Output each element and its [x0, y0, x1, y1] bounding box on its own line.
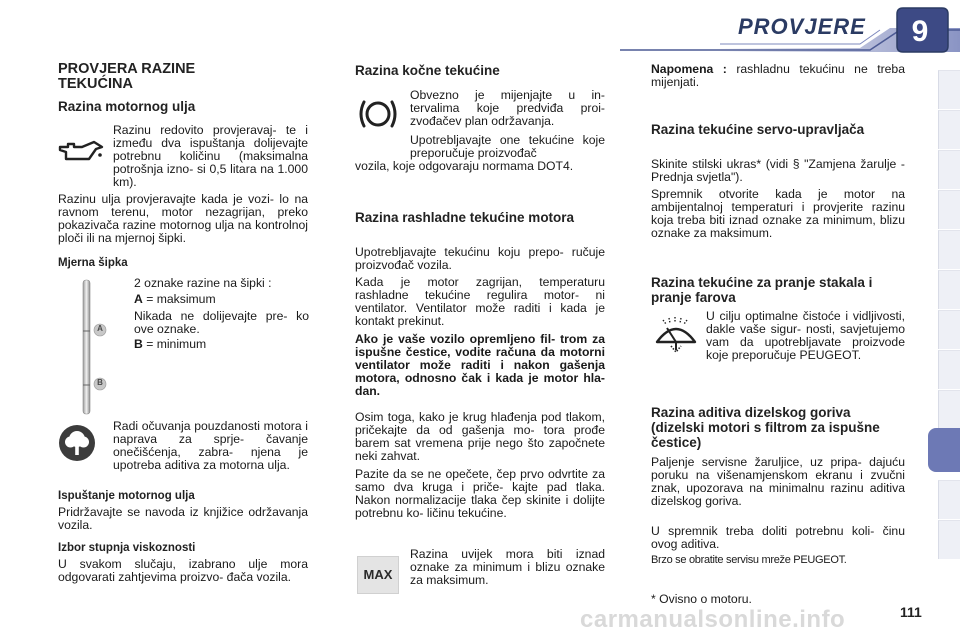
max-icon-label: MAX — [363, 567, 393, 582]
coolant-text-3: Osim toga, kako je krug hlađenja pod tlakom, pričekajte da od gašenja mo- tora prođe barem sat vremena prije nego što započnete neki zahvat. — [355, 410, 605, 463]
brake-text-1: Obvezno je mijenjajte u in- tervalima koje predviđa proi- zvođačev plan održavanja. — [410, 88, 605, 128]
note-text — [651, 63, 905, 89]
page-number: 111 — [900, 604, 922, 620]
side-tab — [938, 150, 960, 189]
washer-text: U cilju optimalne čistoće i vidljivosti, dakle vaše sigur- nosti, savjetujemo vam da upotrebljavate proizvode koje preporučuje PEUGEOT. — [706, 309, 905, 362]
dipstick-heading: Mjerna šipka — [58, 257, 128, 269]
eco-text: Radi očuvanja pouzdanosti motora i naprava za sprje- čavanje onečišćenja, zabra- njena je upotreba aditiva za motorna ulja. — [113, 419, 308, 472]
dipstick-label-a: A — [97, 324, 103, 333]
oil-heading: Razina motornog ulja — [58, 99, 196, 114]
mark-b-text: = minimum — [142, 337, 207, 351]
coolant-text-1: Upotrebljavajte tekućinu koju prepo- ručuje proizvođač vozila. — [355, 245, 605, 272]
chapter-number: 9 — [911, 15, 929, 48]
dipstick-label-b: B — [97, 378, 103, 387]
viscosity-heading: Izbor stupnja viskoznosti — [58, 542, 196, 554]
footnote: * Ovisno o motoru. — [651, 592, 752, 606]
mark-b-letter: B — [134, 337, 143, 351]
side-tab — [938, 520, 960, 559]
note-label: Napomena : — [651, 62, 727, 76]
max-text: Razina uvijek mora biti iznad oznake za minimum i blizu oznake za maksimum. — [410, 547, 605, 587]
viscosity-text: U svakom slučaju, izabrano ulje mora odgovarati zahtjevima proizvo- đača vozila. — [58, 557, 308, 584]
mark-a-text: = maksimum — [142, 292, 216, 306]
coolant-heading: Razina rashladne tekućine motora — [355, 210, 575, 225]
steering-heading: Razina tekućine servo-upravljača — [651, 122, 865, 137]
brake-heading: Razina kočne tekućine — [355, 63, 500, 78]
diesel-heading: Razina aditiva dizelskog goriva (dizelski motori s filtrom za ispušne čestice) — [651, 405, 880, 450]
watermark: carmanualsonline.info — [580, 606, 846, 633]
brake-text-2: Upotrebljavajte one tekućine koje preporučuje proizvođač — [410, 133, 605, 160]
dipstick-intro: 2 oznake razine na šipki : — [134, 276, 272, 290]
dipstick-image — [78, 278, 118, 416]
brake-text-3: vozila, koje odgovaraju normama DOT4. — [355, 159, 574, 173]
side-tab — [938, 270, 960, 309]
brake-warning-icon — [357, 96, 399, 132]
steering-text-2: Spremnik otvorite kada je motor na ambijentalnoj temperaturi i provjerite razinu koja treba biti iznad oznake za minimum, blizu oznake za maksimum. — [651, 187, 905, 240]
side-tab-active — [928, 428, 960, 472]
max-icon — [357, 556, 399, 594]
diesel-small-note: Brzo se obratite servisu mreže PEUGEOT. — [651, 554, 847, 566]
coolant-text-4: Pazite da se ne opečete, čep prvo odvrtite za samo dva kruga i priče- kajte pad tlaka. Nakon normalizacije tlaka čep skinite i dolijte potrebnu ko- ličinu tekućine. — [355, 467, 605, 520]
oil-icon-text: Razinu redovito provjeravaj- te i između dva ispuštanja dolijevajte potrebnu količinu (maksimalna potrošnja izno- si 0,5 litara na 1.000 km). — [113, 123, 308, 189]
mark-a-note: Nikada ne dolijevajte pre- ko ove oznake. — [134, 309, 309, 336]
diesel-text-2: U spremnik treba doliti potrebnu koli- činu ovog aditiva. — [651, 524, 905, 551]
side-tab — [938, 390, 960, 429]
chapter-title: PROVJERE — [738, 14, 866, 39]
side-tab — [938, 480, 960, 519]
drain-text: Pridržavajte se navoda iz knjižice održavanja vozila. — [58, 505, 308, 532]
coolant-text-2: Kada je motor zagrijan, temperaturu rashladne tekućine regulira motor- ni ventilator. Ventilator može raditi i kada je kontakt prekinut. — [355, 275, 605, 328]
side-tab — [938, 190, 960, 229]
side-tab — [938, 70, 960, 109]
section-title: PROVJERA RAZINE TEKUĆINA — [58, 61, 196, 92]
note-body: rashladnu tekućinu ne treba mijenjati. — [651, 62, 905, 89]
washer-fluid-icon — [653, 316, 699, 354]
side-tab — [938, 310, 960, 349]
washer-heading: Razina tekućine za pranje stakala i pranje farova — [651, 275, 873, 305]
drain-heading: Ispuštanje motornog ulja — [58, 490, 195, 502]
mark-a-letter: A — [134, 292, 143, 306]
oil-text: Razinu ulja provjeravajte kada je vozi- lo na ravnom terenu, motor nezagrijan, preko pokazivača razine motornog ulja na kontrolnoj ploči ili na mjernoj šipki. — [58, 192, 308, 245]
diesel-text-1: Paljenje servisne žaruljice, uz pripa- dajuću poruku na višenamjenskom ekranu i zvučni znak, upozorava na minimalnu razinu aditiva dizelskog goriva. — [651, 455, 905, 508]
tree-eco-icon — [58, 424, 96, 462]
coolant-bold-text: Ako je vaše vozilo opremljeno fil- trom za ispušne čestice, vodite računa da motorni ventilator može raditi i nakon gašenja motora, odnosno čak i kada je motor hla- dan. — [355, 332, 605, 398]
mark-b-line — [134, 338, 309, 351]
oil-can-icon — [56, 135, 104, 167]
side-tab — [938, 110, 960, 149]
side-tab — [938, 230, 960, 269]
mark-a-line — [134, 293, 309, 306]
side-tab — [938, 350, 960, 389]
steering-text-1: Skinite stilski ukras* (vidi § "Zamjena žarulje - Prednja svjetla"). — [651, 157, 905, 184]
